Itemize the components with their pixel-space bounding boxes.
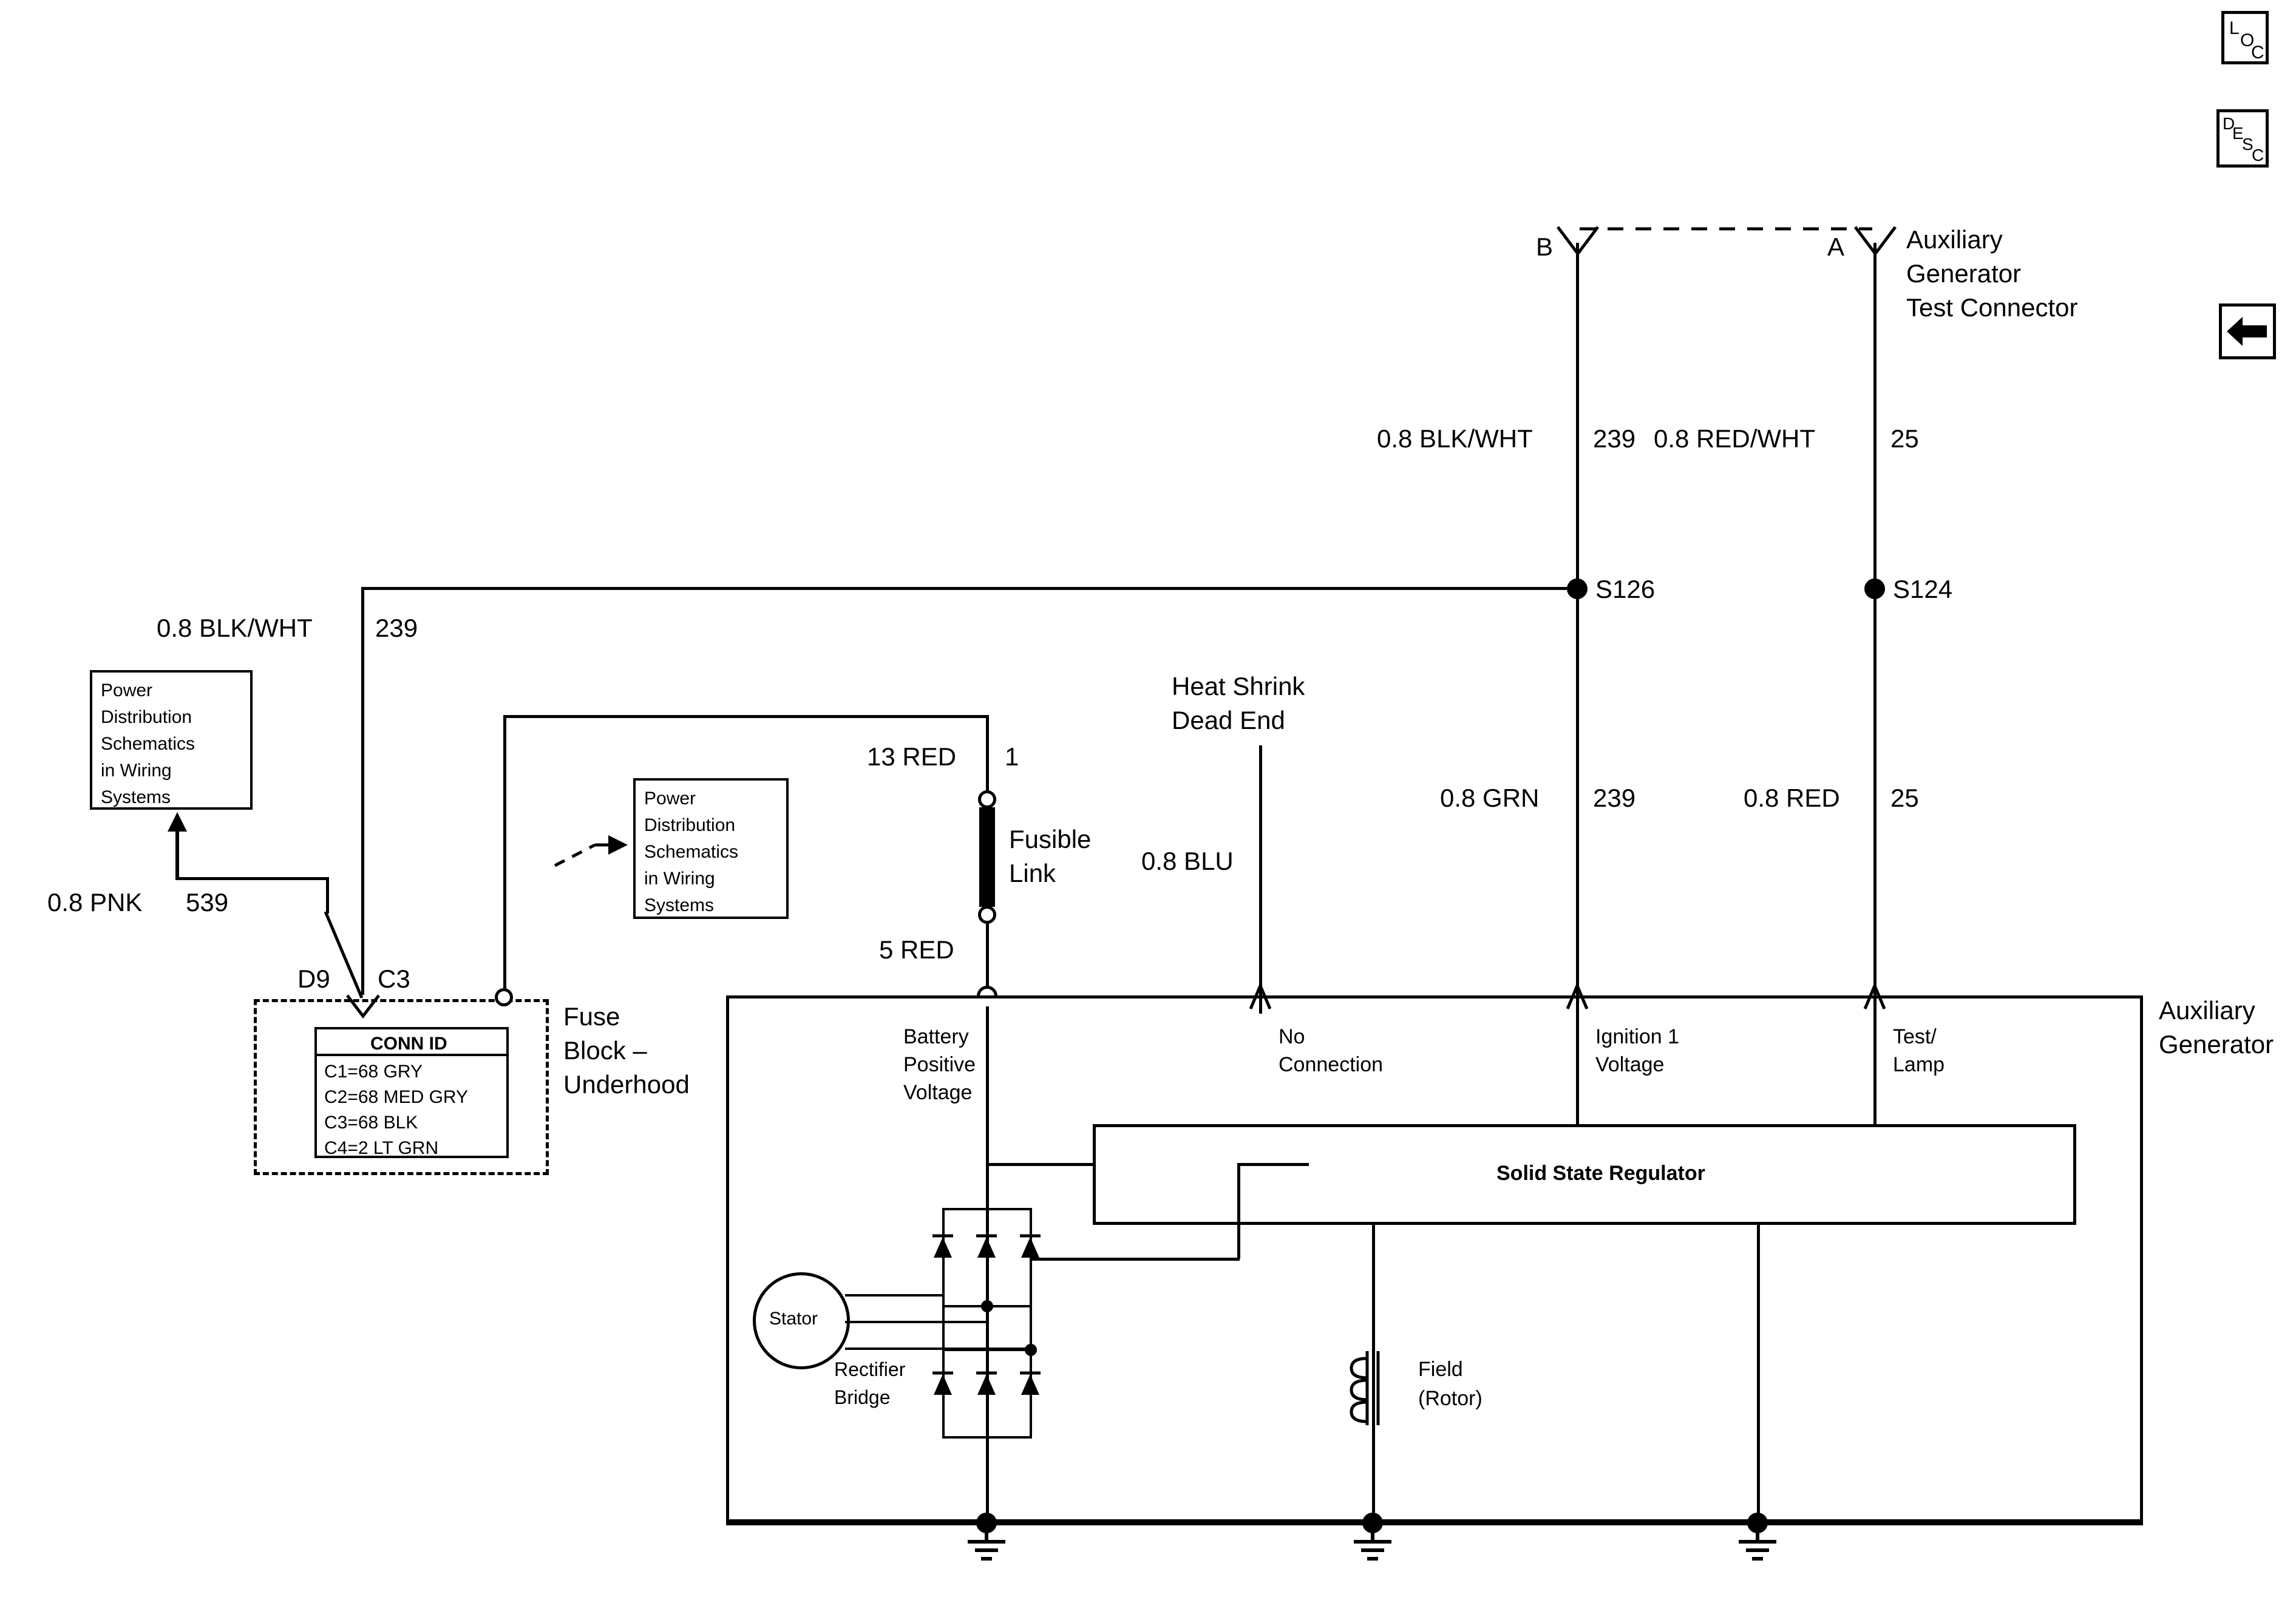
wire-25-vertical	[1873, 243, 1877, 995]
pd-right-dashed-arrow-icon	[552, 832, 631, 870]
pd-right-line5: Systems	[644, 895, 715, 915]
stator-label: Stator	[769, 1309, 818, 1329]
desc-letter-c: C	[2252, 146, 2264, 164]
pd-left-line2: Distribution	[101, 707, 192, 727]
wire-blk-wht-top-circuit: 239	[1593, 424, 1636, 453]
generator-pin-battery-line2: Positive	[903, 1053, 976, 1076]
phase-sense-horizontal	[1031, 1258, 1240, 1261]
diode-4-icon	[929, 1364, 957, 1401]
wire-pnk-circuit: 539	[186, 888, 229, 917]
field-rotor-label-line1: Field	[1418, 1358, 1463, 1381]
back-button[interactable]	[2219, 303, 2276, 359]
pd-left-line1: Power	[101, 680, 153, 700]
stator-lead-1	[845, 1294, 943, 1297]
desc-letter-e: E	[2232, 124, 2244, 143]
conn-id-row-3: C3=68 BLK	[324, 1113, 418, 1133]
pd-left-line4: in Wiring	[101, 761, 172, 781]
splice-s124-label: S124	[1893, 575, 1953, 603]
fusible-link-body	[979, 807, 995, 907]
stator-circle	[753, 1272, 850, 1369]
phase-sense-vertical	[1237, 1163, 1240, 1259]
fuse-block-label-line1: Fuse	[563, 1002, 620, 1031]
auxiliary-generator-label-line2: Generator	[2159, 1030, 2274, 1059]
wire-blu-spec: 0.8 BLU	[1141, 847, 1234, 875]
rectifier-junction-dot-2	[1025, 1344, 1037, 1356]
wire-blk-wht-left-circuit: 239	[375, 614, 418, 642]
conn-id-table	[314, 1027, 509, 1158]
wire-pnk-diag-vertical	[326, 877, 329, 914]
generator-pin-test-line2: Lamp	[1893, 1053, 1945, 1076]
splice-s124-dot	[1864, 578, 1885, 599]
loc-letter-c: C	[2251, 42, 2264, 63]
wire-blk-wht-top-spec: 0.8 BLK/WHT	[1377, 424, 1533, 453]
desc-button[interactable]	[2216, 109, 2269, 168]
wire-c3-vertical	[503, 715, 506, 992]
ground-symbol-3-icon	[1733, 1532, 1782, 1566]
wire-blu-vertical	[1259, 745, 1262, 995]
wire-pnk-spec: 0.8 PNK	[47, 888, 143, 917]
phase-sense-to-regulator	[1237, 1163, 1309, 1166]
generator-bottom-rail	[726, 1522, 2143, 1525]
ground-dot-3	[1747, 1513, 1768, 1533]
fusible-link-label-line2: Link	[1009, 859, 1056, 887]
pd-left-line5: Systems	[101, 787, 171, 807]
conn-id-row-4: C4=2 LT GRN	[324, 1138, 439, 1158]
auxiliary-generator-label-line1: Auxiliary	[2159, 996, 2255, 1025]
wire-red-lower-spec: 0.8 RED	[1744, 784, 1840, 812]
wire-red-lower-circuit: 25	[1890, 784, 1919, 812]
regulator-feed-vertical	[986, 1006, 989, 1164]
wire-red-main-vertical-lower	[986, 923, 989, 989]
generator-pin-noconn-line1: No	[1279, 1025, 1305, 1048]
pd-right-line1: Power	[644, 788, 696, 808]
fuse-block-label-line2: Block –	[563, 1036, 647, 1065]
rectifier-junction-dot-1	[981, 1300, 993, 1312]
rectifier-bridge-label-line2: Bridge	[834, 1386, 891, 1408]
connector-pin-b-label: B	[1536, 232, 1554, 261]
pnk-arrow-icon	[165, 811, 189, 879]
regulator-out-test-vertical	[1757, 1225, 1760, 1526]
heat-shrink-label-line1: Heat Shrink	[1172, 672, 1305, 700]
regulator-feed-horizontal	[986, 1163, 1095, 1166]
stator-lead-2	[845, 1321, 987, 1323]
generator-pin-noconn-line2: Connection	[1279, 1053, 1384, 1076]
diode-2-icon	[973, 1227, 1000, 1264]
generator-pin-battery-line1: Battery	[903, 1025, 969, 1048]
pd-left-line3: Schematics	[101, 734, 195, 754]
connector-pin-a-label: A	[1827, 232, 1845, 261]
solid-state-regulator-box	[1093, 1124, 2076, 1225]
desc-letter-s: S	[2242, 135, 2254, 154]
generator-pin-test-line1: Test/	[1893, 1025, 1937, 1048]
wire-red-wht-top-spec: 0.8 RED/WHT	[1654, 424, 1816, 453]
heat-shrink-label-line2: Dead End	[1172, 706, 1285, 734]
wire-red5-spec: 5 RED	[879, 935, 954, 964]
terminal-c3-label: C3	[378, 964, 410, 993]
conn-id-title-row	[317, 1029, 506, 1056]
generator-pin-battery-line3: Voltage	[903, 1081, 973, 1104]
wire-ignition-into-regulator	[1576, 995, 1579, 1127]
stator-lead-3	[845, 1348, 1031, 1350]
ground-symbol-2-icon	[1348, 1532, 1398, 1566]
pd-right-line4: in Wiring	[644, 869, 715, 889]
wire-test-into-regulator	[1873, 995, 1877, 1127]
wire-red13-circuit: 1	[1005, 742, 1019, 771]
wire-239-horizontal-left	[362, 587, 1578, 590]
ground-symbol-1-icon	[962, 1532, 1011, 1566]
terminal-c3-symbol	[495, 988, 513, 1006]
terminal-d9-label: D9	[297, 964, 330, 993]
rectifier-bottom-rail	[942, 1436, 1032, 1439]
diode-5-icon	[973, 1364, 1000, 1401]
loc-letter-o: O	[2240, 30, 2255, 50]
wire-noconnection-stub	[1259, 995, 1262, 1014]
fuse-block-label-line3: Underhood	[563, 1070, 690, 1099]
ground-dot-2	[1362, 1513, 1383, 1533]
conn-id-row-1: C1=68 GRY	[324, 1062, 423, 1082]
test-connector-label-line3: Test Connector	[1906, 293, 2078, 322]
wire-pnk-horizontal	[175, 877, 327, 880]
fusible-link-top-terminal	[978, 790, 996, 808]
fusible-link-label-line1: Fusible	[1009, 825, 1092, 853]
ground-dot-1	[976, 1513, 997, 1533]
test-connector-label-line2: Generator	[1906, 259, 2022, 288]
wire-239-vertical	[1576, 243, 1579, 995]
field-rotor-coil-icon	[1347, 1349, 1407, 1428]
wire-grn-circuit: 239	[1593, 784, 1636, 812]
generator-pin-ignition-line1: Ignition 1	[1595, 1025, 1679, 1048]
terminal-d9-symbol	[345, 993, 381, 1021]
test-connector-label-line1: Auxiliary	[1906, 225, 2003, 254]
pd-right-line3: Schematics	[644, 842, 739, 862]
generator-pin-ignition-line2: Voltage	[1595, 1053, 1665, 1076]
rectifier-bridge-label-line1: Rectifier	[834, 1358, 906, 1380]
diode-1-icon	[929, 1227, 957, 1264]
splice-s126-label: S126	[1595, 575, 1656, 603]
diode-6-icon	[1016, 1364, 1044, 1401]
conn-id-title: CONN ID	[370, 1034, 447, 1054]
solid-state-regulator-label: Solid State Regulator	[1496, 1162, 1705, 1185]
wire-blk-wht-left-spec: 0.8 BLK/WHT	[157, 614, 313, 642]
loc-letter-l: L	[2229, 18, 2240, 38]
rectifier-top-rail	[942, 1208, 1032, 1210]
wire-c3-horizontal	[503, 715, 989, 718]
wire-red-wht-top-circuit: 25	[1890, 424, 1919, 453]
loc-button[interactable]	[2221, 11, 2269, 64]
fusible-link-bottom-terminal	[978, 906, 996, 924]
power-distribution-box-left	[90, 670, 253, 810]
wire-red13-spec: 13 RED	[867, 742, 957, 771]
back-arrow-icon	[2222, 307, 2273, 356]
pd-right-line2: Distribution	[644, 815, 736, 835]
conn-id-row-2: C2=68 MED GRY	[324, 1087, 469, 1107]
field-rotor-label-line2: (Rotor)	[1418, 1387, 1483, 1410]
desc-letter-d: D	[2223, 114, 2235, 133]
power-distribution-box-right	[633, 778, 789, 919]
wire-grn-spec: 0.8 GRN	[1440, 784, 1540, 812]
